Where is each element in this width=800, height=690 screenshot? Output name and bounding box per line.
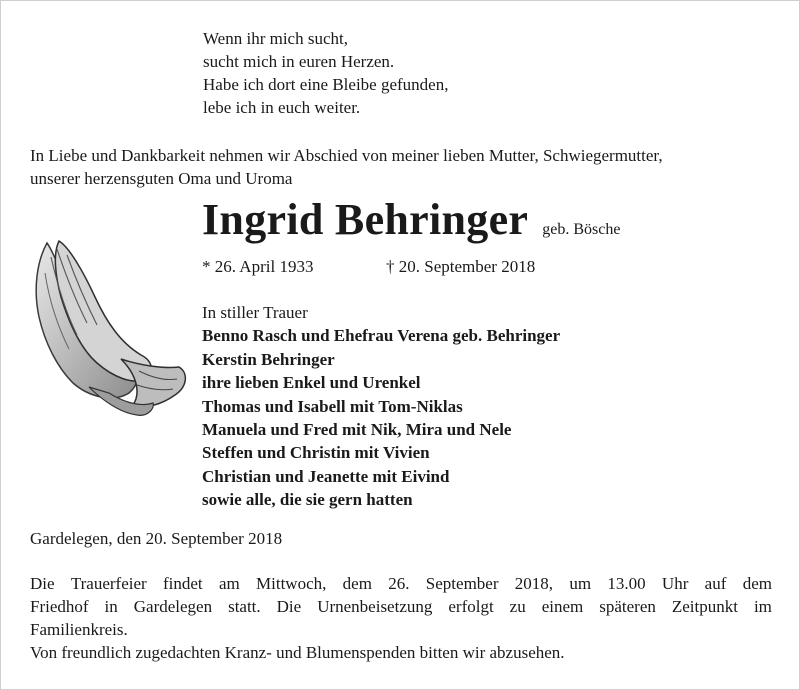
word: im — [753, 597, 772, 616]
praying-hands-icon — [29, 237, 191, 429]
deceased-name-line — [202, 194, 620, 245]
word: Die — [30, 574, 55, 593]
funeral-info-line — [30, 595, 772, 618]
word: 26. — [388, 574, 410, 593]
word: Urnenbeisetzung — [317, 597, 433, 616]
word: 2018, — [514, 574, 554, 593]
mourner-entry: sowie alle, die sie gern hatten — [202, 490, 413, 510]
word: dem — [742, 574, 772, 593]
poem — [203, 27, 448, 119]
word: Trauerfeier — [70, 574, 147, 593]
word: Gardelegen — [133, 597, 213, 616]
funeral-info — [30, 572, 772, 664]
mourner-entry: Kerstin Behringer — [202, 349, 335, 369]
mourner-entry: ihre lieben Enkel und Urenkel — [202, 373, 421, 393]
intro-text — [30, 144, 663, 190]
intro-line: unserer herzensguten Oma und Uroma — [30, 169, 293, 188]
word: am — [218, 574, 240, 593]
word: um — [569, 574, 592, 593]
life-dates — [202, 257, 536, 277]
word: Mittwoch, — [256, 574, 327, 593]
mourner-entry: Thomas und Isabell mit Tom-Niklas — [202, 396, 463, 416]
word: Zeitpunkt — [671, 597, 738, 616]
funeral-info-line: Von freundlich zugedachten Kranz- und Blumenspenden bitten wir abzusehen. — [30, 643, 565, 662]
poem-line: Wenn ihr mich sucht, — [203, 29, 348, 48]
word: auf — [704, 574, 727, 593]
place-and-date: Gardelegen, den 20. September 2018 — [30, 529, 283, 548]
birth-date: * 26. April 1933 — [202, 257, 314, 276]
mourner-entry: Benno Rasch und Ehefrau Verena geb. Behringer — [202, 326, 561, 346]
word: erfolgt — [448, 597, 494, 616]
poem-line: lebe ich in euch weiter. — [203, 98, 361, 117]
word: statt. — [228, 597, 261, 616]
mourner-entry: Steffen und Christin mit Vivien — [202, 443, 430, 463]
word: späteren — [599, 597, 656, 616]
word: zu — [509, 597, 526, 616]
mourners-list — [202, 301, 560, 512]
word: Die — [276, 597, 302, 616]
mourner-entry: Manuela und Fred mit Nik, Mira und Nele — [202, 420, 512, 440]
word: dem — [342, 574, 372, 593]
funeral-info-line: Familienkreis. — [30, 620, 128, 639]
word: findet — [162, 574, 203, 593]
word: Friedhof — [30, 597, 89, 616]
word: 13.00 — [607, 574, 646, 593]
maiden-name: geb. Bösche — [542, 221, 621, 238]
poem-line: Habe ich dort eine Bleibe gefunden, — [203, 75, 449, 94]
funeral-info-line — [30, 572, 772, 595]
poem-line: sucht mich in euren Herzen. — [203, 52, 395, 71]
intro-line: In Liebe und Dankbarkeit nehmen wir Abschied von meiner lieben Mutter, Schwiegermutter, — [30, 146, 663, 165]
word: September — [425, 574, 499, 593]
mourners-heading: In stiller Trauer — [202, 303, 308, 322]
word: Uhr — [661, 574, 689, 593]
death-date: † 20. September 2018 — [386, 257, 536, 276]
word: in — [104, 597, 118, 616]
mourner-entry: Christian und Jeanette mit Eivind — [202, 466, 450, 486]
deceased-name: Ingrid Behringer — [202, 195, 529, 244]
word: einem — [541, 597, 584, 616]
